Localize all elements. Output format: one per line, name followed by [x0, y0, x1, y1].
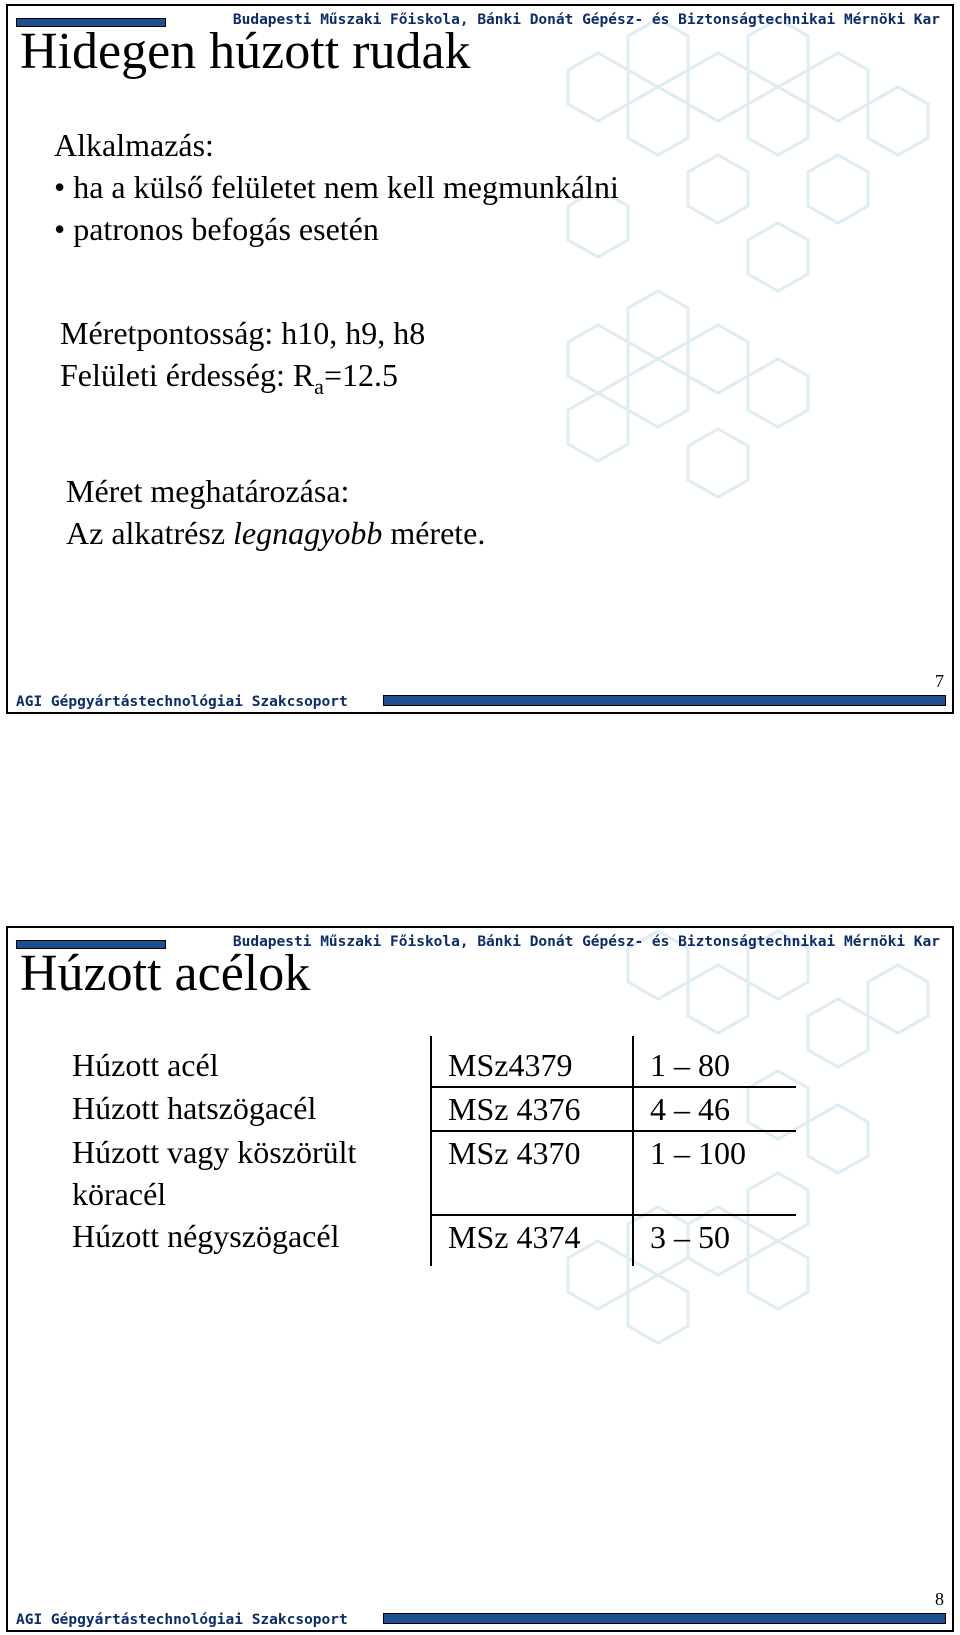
page-number: 8	[935, 1589, 944, 1609]
slide-title: Húzott acélok	[20, 945, 311, 1002]
size-text-emphasis: legnagyobb	[233, 515, 383, 551]
size-range: 1 – 100	[633, 1131, 796, 1215]
page-number: 7	[935, 671, 944, 691]
size-range: 3 – 50	[650, 1219, 730, 1255]
steel-name: Húzott négyszögacél	[66, 1215, 431, 1266]
size-range: 1 – 80	[633, 1036, 796, 1087]
size-text-prefix: Az alkatrész	[66, 515, 234, 551]
institution-name: Budapesti Műszaki Főiskola, Bánki Donát Gépész- és Biztonságtechnikai Mérnöki Kar	[232, 934, 940, 950]
size-label: Méret meghatározása:	[66, 473, 350, 509]
size-range: 4 – 46	[633, 1087, 796, 1131]
roughness-value: =12.5	[323, 357, 398, 393]
bullet-item: • ha a külső felületet nem kell megmunkálni	[54, 169, 619, 205]
roughness-line	[60, 354, 398, 399]
table-row	[66, 1036, 796, 1087]
accuracy-line: Méretpontosság: h10, h9, h8	[60, 315, 426, 351]
standard-code: MSz 4376	[431, 1087, 633, 1131]
drawn-steel-table	[66, 1036, 796, 1266]
standard-code: MSz4379	[431, 1036, 633, 1087]
steel-name: Húzott acél	[66, 1036, 431, 1087]
steel-name: Húzott vagy köszörült köracél	[66, 1131, 431, 1215]
standard-code: MSz 4370	[431, 1131, 633, 1215]
footer-group-name: AGI Gépgyártástechnológiai Szakcsoport	[16, 694, 348, 710]
slide-7	[6, 4, 954, 714]
slide-8	[6, 926, 954, 1632]
roughness-subscript: a	[314, 374, 324, 399]
size-text	[66, 512, 485, 554]
size-text-suffix: mérete.	[382, 515, 486, 551]
bullet-item: • patronos befogás esetén	[54, 211, 379, 247]
table-row	[66, 1215, 796, 1266]
hexagon-background	[8, 928, 954, 1632]
footer-bar	[383, 695, 946, 706]
slide-title: Hidegen húzott rudak	[20, 23, 471, 80]
institution-name: Budapesti Műszaki Főiskola, Bánki Donát Gépész- és Biztonságtechnikai Mérnöki Kar	[232, 12, 940, 28]
application-label: Alkalmazás:	[54, 127, 214, 163]
roughness-prefix: Felületi érdesség: R	[60, 357, 315, 393]
steel-name: Húzott hatszögacél	[66, 1087, 431, 1131]
footer-group-name: AGI Gépgyártástechnológiai Szakcsoport	[16, 1612, 348, 1628]
footer-bar	[383, 1613, 946, 1624]
table-row	[66, 1131, 796, 1215]
standard-code: MSz 4374	[431, 1215, 633, 1266]
table-row	[66, 1087, 796, 1131]
